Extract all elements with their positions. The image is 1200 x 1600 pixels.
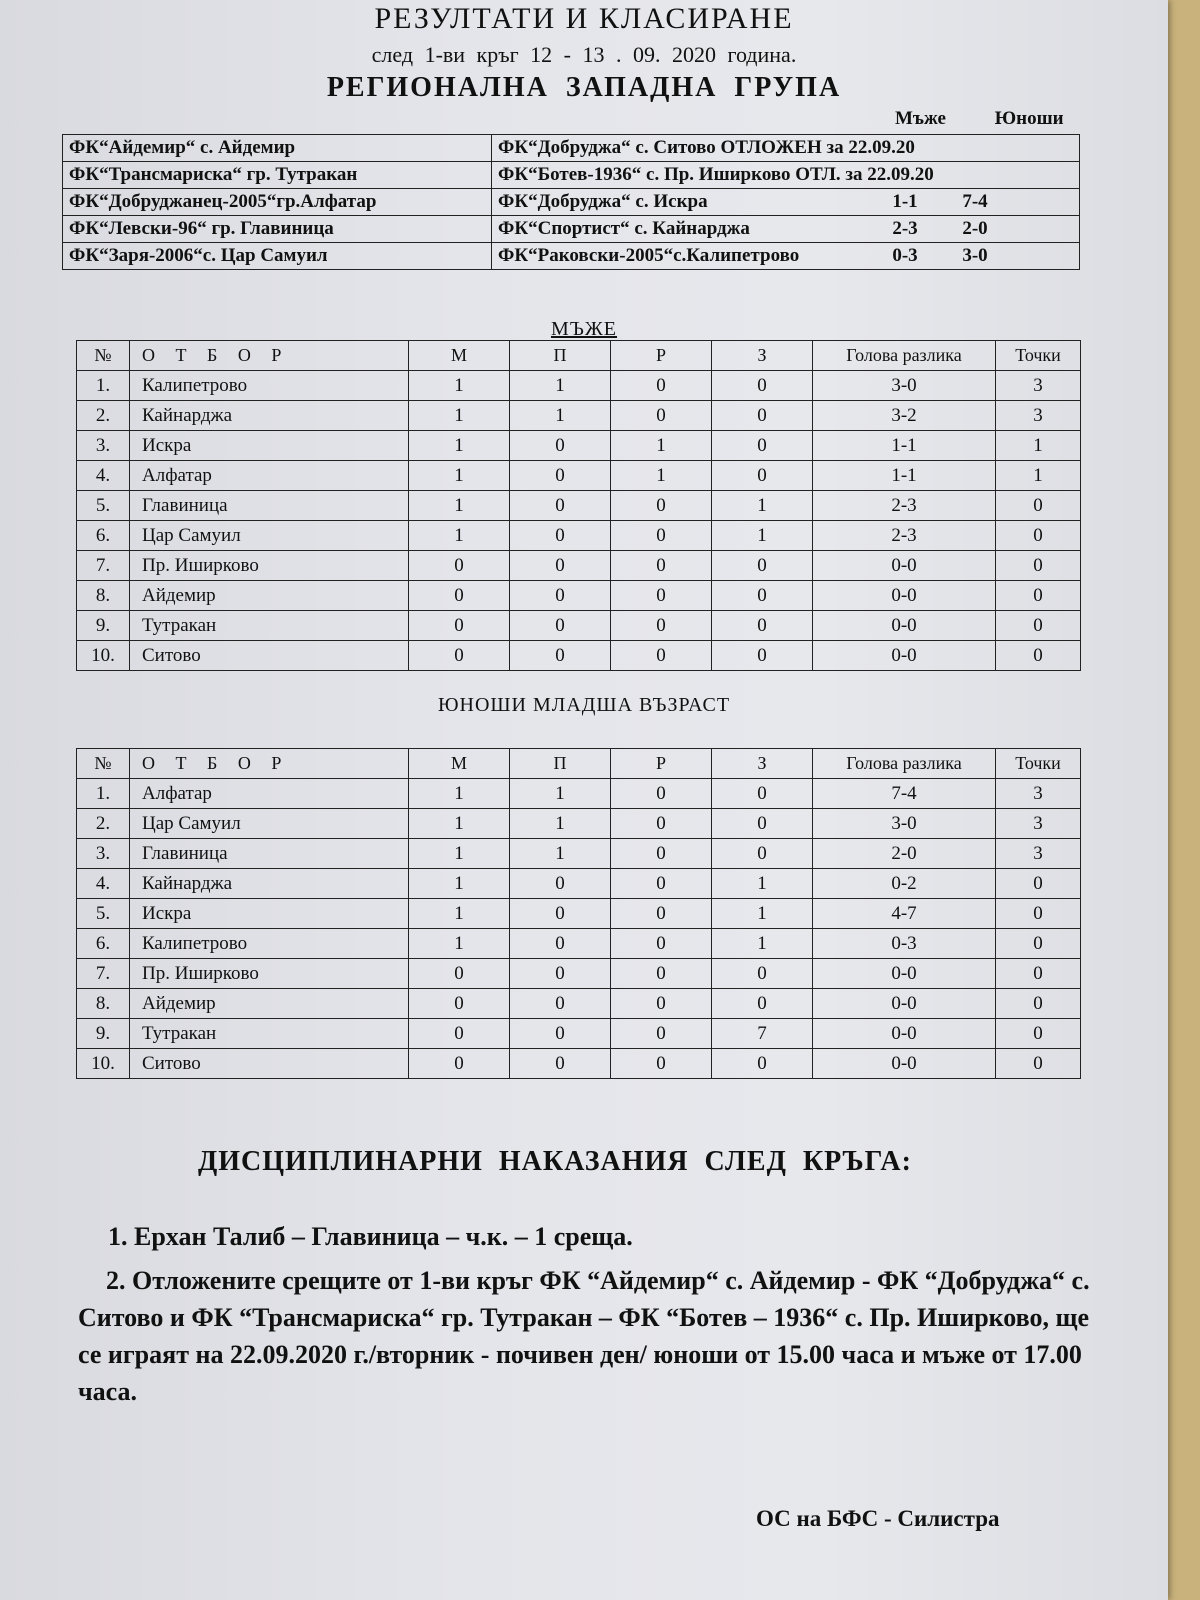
men-header-won: П <box>510 341 611 371</box>
cell-drawn: 0 <box>611 581 712 611</box>
youth-header-won: П <box>510 749 611 779</box>
men-header-team: О Т Б О Р <box>130 341 409 371</box>
cell-played: 1 <box>409 929 510 959</box>
cell-team: Калипетрово <box>130 929 409 959</box>
table-row <box>77 989 1081 1019</box>
cell-won: 0 <box>510 929 611 959</box>
table-row <box>77 899 1081 929</box>
cell-rank: 1. <box>77 779 130 809</box>
fixture-home-team: ФК“Заря-2006“с. Цар Самуил <box>63 243 492 270</box>
cell-played: 1 <box>409 839 510 869</box>
cell-goal-diff: 1-1 <box>813 461 996 491</box>
cell-rank: 10. <box>77 641 130 671</box>
youth-header-rank: № <box>77 749 130 779</box>
cell-team: Главиница <box>130 839 409 869</box>
cell-rank: 4. <box>77 869 130 899</box>
fixture-row <box>63 243 1080 270</box>
cell-points: 1 <box>996 461 1081 491</box>
cell-lost: 0 <box>712 839 813 869</box>
cell-rank: 7. <box>77 959 130 989</box>
cell-goal-diff: 3-0 <box>813 371 996 401</box>
men-header-row <box>77 341 1081 371</box>
cell-points: 3 <box>996 779 1081 809</box>
cell-rank: 8. <box>77 581 130 611</box>
cell-drawn: 0 <box>611 521 712 551</box>
fixture-men-result: 0-3 <box>892 245 918 266</box>
cell-team: Искра <box>130 431 409 461</box>
cell-lost: 0 <box>712 989 813 1019</box>
fixture-men-result: 1-1 <box>892 191 918 212</box>
cell-drawn: 0 <box>611 809 712 839</box>
cell-points: 0 <box>996 1049 1081 1079</box>
cell-won: 0 <box>510 491 611 521</box>
cell-goal-diff: 0-0 <box>813 551 996 581</box>
cell-points: 0 <box>996 899 1081 929</box>
fixture-home-team: ФК“Левски-96“ гр. Главиница <box>63 216 492 243</box>
cell-won: 0 <box>510 611 611 641</box>
table-row <box>77 839 1081 869</box>
cell-points: 0 <box>996 989 1081 1019</box>
cell-lost: 0 <box>712 959 813 989</box>
fixture-home-team: ФК“Айдемир“ с. Айдемир <box>63 135 492 162</box>
cell-team: Пр. Иширково <box>130 959 409 989</box>
cell-won: 0 <box>510 1049 611 1079</box>
cell-team: Главиница <box>130 491 409 521</box>
cell-drawn: 0 <box>611 929 712 959</box>
table-row <box>77 959 1081 989</box>
men-header-lost: З <box>712 341 813 371</box>
cell-lost: 1 <box>712 929 813 959</box>
youth-header-row <box>77 749 1081 779</box>
youth-standings-table <box>76 748 1081 1079</box>
cell-played: 1 <box>409 809 510 839</box>
fixture-row <box>63 216 1080 243</box>
cell-drawn: 0 <box>611 989 712 1019</box>
cell-drawn: 0 <box>611 1049 712 1079</box>
cell-rank: 9. <box>77 611 130 641</box>
cell-points: 0 <box>996 1019 1081 1049</box>
fixture-away-cell <box>492 189 1080 216</box>
table-row <box>77 809 1081 839</box>
result-column-headers <box>895 108 1064 130</box>
cell-won: 0 <box>510 551 611 581</box>
cell-rank: 10. <box>77 1049 130 1079</box>
cell-lost: 0 <box>712 581 813 611</box>
youth-header-goal-diff: Голова разлика <box>813 749 996 779</box>
cell-drawn: 0 <box>611 551 712 581</box>
cell-lost: 1 <box>712 491 813 521</box>
cell-team: Алфатар <box>130 779 409 809</box>
cell-team: Ситово <box>130 1049 409 1079</box>
cell-lost: 1 <box>712 869 813 899</box>
fixture-away-cell <box>492 135 1080 162</box>
cell-drawn: 0 <box>611 899 712 929</box>
cell-rank: 1. <box>77 371 130 401</box>
fixture-row <box>63 189 1080 216</box>
cell-won: 1 <box>510 371 611 401</box>
fixture-row <box>63 135 1080 162</box>
cell-goal-diff: 0-0 <box>813 581 996 611</box>
cell-goal-diff: 0-0 <box>813 1019 996 1049</box>
cell-drawn: 0 <box>611 839 712 869</box>
cell-drawn: 0 <box>611 491 712 521</box>
fixture-away-cell <box>492 216 1080 243</box>
fixture-row <box>63 162 1080 189</box>
cell-team: Искра <box>130 899 409 929</box>
youth-header-played: М <box>409 749 510 779</box>
cell-played: 1 <box>409 491 510 521</box>
cell-played: 0 <box>409 581 510 611</box>
fixture-away-team: ФК“Добруджа“ с. Искра <box>498 191 708 212</box>
cell-points: 1 <box>996 431 1081 461</box>
cell-team: Цар Самуил <box>130 521 409 551</box>
cell-points: 3 <box>996 401 1081 431</box>
fixture-away-cell <box>492 243 1080 270</box>
cell-goal-diff: 0-0 <box>813 959 996 989</box>
cell-lost: 0 <box>712 809 813 839</box>
cell-drawn: 0 <box>611 869 712 899</box>
table-row <box>77 461 1081 491</box>
cell-rank: 6. <box>77 929 130 959</box>
cell-goal-diff: 0-2 <box>813 869 996 899</box>
youth-header-drawn: Р <box>611 749 712 779</box>
cell-played: 0 <box>409 641 510 671</box>
cell-team: Айдемир <box>130 581 409 611</box>
cell-lost: 0 <box>712 431 813 461</box>
cell-played: 0 <box>409 1019 510 1049</box>
cell-lost: 0 <box>712 611 813 641</box>
cell-won: 1 <box>510 779 611 809</box>
cell-team: Кайнарджа <box>130 869 409 899</box>
cell-played: 1 <box>409 461 510 491</box>
signature: ОС на БФС - Силистра <box>756 1506 1000 1531</box>
men-header-points: Точки <box>996 341 1081 371</box>
cell-played: 1 <box>409 371 510 401</box>
cell-points: 0 <box>996 959 1081 989</box>
table-row <box>77 371 1081 401</box>
group-title: РЕГИОНАЛНА ЗАПАДНА ГРУПА <box>326 72 842 103</box>
fixture-youth-result: 2-0 <box>962 218 988 239</box>
fixture-home-team: ФК“Трансмариска“ гр. Тутракан <box>63 162 492 189</box>
cell-team: Тутракан <box>130 611 409 641</box>
fixture-away-team: ФК“Ботев-1936“ с. Пр. Иширково ОТЛ. за 22.09.20 <box>498 164 934 185</box>
cell-lost: 0 <box>712 641 813 671</box>
cell-rank: 7. <box>77 551 130 581</box>
cell-rank: 3. <box>77 839 130 869</box>
cell-lost: 0 <box>712 371 813 401</box>
cell-goal-diff: 3-0 <box>813 809 996 839</box>
cell-points: 0 <box>996 551 1081 581</box>
table-row <box>77 611 1081 641</box>
cell-rank: 2. <box>77 809 130 839</box>
cell-won: 0 <box>510 641 611 671</box>
cell-goal-diff: 0-0 <box>813 1049 996 1079</box>
table-row <box>77 431 1081 461</box>
document-subtitle: след 1-ви кръг 12 - 13 . 09. 2020 година. <box>371 42 797 67</box>
cell-rank: 6. <box>77 521 130 551</box>
cell-won: 0 <box>510 581 611 611</box>
cell-points: 0 <box>996 641 1081 671</box>
table-row <box>77 641 1081 671</box>
cell-played: 1 <box>409 899 510 929</box>
cell-played: 1 <box>409 779 510 809</box>
cell-played: 0 <box>409 611 510 641</box>
cell-played: 0 <box>409 551 510 581</box>
cell-won: 1 <box>510 839 611 869</box>
cell-won: 0 <box>510 521 611 551</box>
cell-points: 0 <box>996 611 1081 641</box>
cell-lost: 0 <box>712 779 813 809</box>
cell-points: 3 <box>996 371 1081 401</box>
cell-goal-diff: 7-4 <box>813 779 996 809</box>
cell-won: 1 <box>510 401 611 431</box>
cell-played: 0 <box>409 959 510 989</box>
youth-column-header: Юноши <box>994 108 1064 129</box>
cell-won: 0 <box>510 899 611 929</box>
cell-team: Калипетрово <box>130 371 409 401</box>
cell-goal-diff: 2-3 <box>813 521 996 551</box>
cell-lost: 1 <box>712 521 813 551</box>
cell-goal-diff: 0-0 <box>813 989 996 1019</box>
table-row <box>77 869 1081 899</box>
cell-team: Цар Самуил <box>130 809 409 839</box>
cell-won: 0 <box>510 461 611 491</box>
cell-drawn: 1 <box>611 431 712 461</box>
table-row <box>77 491 1081 521</box>
table-row <box>77 1049 1081 1079</box>
fixture-away-team: ФК“Раковски-2005“с.Калипетрово <box>498 245 800 266</box>
fixture-men-result: 2-3 <box>892 218 918 239</box>
cell-goal-diff: 1-1 <box>813 431 996 461</box>
document-title: РЕЗУЛТАТИ И КЛАСИРАНЕ <box>374 2 794 35</box>
cell-lost: 0 <box>712 551 813 581</box>
cell-team: Алфатар <box>130 461 409 491</box>
men-header-rank: № <box>77 341 130 371</box>
cell-played: 1 <box>409 401 510 431</box>
cell-drawn: 0 <box>611 641 712 671</box>
men-standings-table <box>76 340 1081 671</box>
cell-rank: 9. <box>77 1019 130 1049</box>
cell-drawn: 0 <box>611 779 712 809</box>
fixture-home-team: ФК“Добруджанец-2005“гр.Алфатар <box>63 189 492 216</box>
cell-won: 0 <box>510 959 611 989</box>
men-header-goal-diff: Голова разлика <box>813 341 996 371</box>
men-header-drawn: Р <box>611 341 712 371</box>
cell-team: Айдемир <box>130 989 409 1019</box>
table-row <box>77 779 1081 809</box>
cell-goal-diff: 2-0 <box>813 839 996 869</box>
cell-rank: 2. <box>77 401 130 431</box>
cell-played: 0 <box>409 1049 510 1079</box>
cell-won: 0 <box>510 989 611 1019</box>
cell-drawn: 0 <box>611 611 712 641</box>
youth-header-points: Точки <box>996 749 1081 779</box>
cell-goal-diff: 0-3 <box>813 929 996 959</box>
cell-team: Ситово <box>130 641 409 671</box>
fixture-away-team: ФК“Добруджа“ с. Ситово ОТЛОЖЕН за 22.09.20 <box>498 137 915 158</box>
cell-rank: 5. <box>77 899 130 929</box>
cell-goal-diff: 3-2 <box>813 401 996 431</box>
cell-played: 0 <box>409 989 510 1019</box>
cell-points: 3 <box>996 809 1081 839</box>
table-row <box>77 929 1081 959</box>
cell-won: 1 <box>510 809 611 839</box>
youth-header-lost: З <box>712 749 813 779</box>
cell-team: Тутракан <box>130 1019 409 1049</box>
table-row <box>77 521 1081 551</box>
cell-goal-diff: 2-3 <box>813 491 996 521</box>
cell-drawn: 0 <box>611 1019 712 1049</box>
cell-rank: 8. <box>77 989 130 1019</box>
disciplinary-item-1: 1. Ерхан Талиб – Главиница – ч.к. – 1 среща. <box>108 1222 633 1251</box>
cell-drawn: 0 <box>611 401 712 431</box>
disciplinary-title: ДИСЦИПЛИНАРНИ НАКАЗАНИЯ СЛЕД КРЪГА: <box>198 1146 912 1177</box>
fixtures-table <box>62 134 1080 270</box>
cell-team: Пр. Иширково <box>130 551 409 581</box>
cell-played: 1 <box>409 431 510 461</box>
cell-lost: 0 <box>712 461 813 491</box>
cell-points: 0 <box>996 581 1081 611</box>
fixture-youth-result: 7-4 <box>962 191 988 212</box>
table-row <box>77 551 1081 581</box>
cell-won: 0 <box>510 869 611 899</box>
cell-points: 0 <box>996 521 1081 551</box>
cell-team: Кайнарджа <box>130 401 409 431</box>
cell-played: 1 <box>409 521 510 551</box>
cell-lost: 0 <box>712 401 813 431</box>
men-header-played: М <box>409 341 510 371</box>
cell-won: 0 <box>510 1019 611 1049</box>
cell-goal-diff: 0-0 <box>813 611 996 641</box>
men-standings-title: МЪЖЕ <box>550 318 618 340</box>
cell-goal-diff: 4-7 <box>813 899 996 929</box>
fixture-away-team: ФК“Спортист“ с. Кайнарджа <box>498 218 750 239</box>
cell-lost: 1 <box>712 899 813 929</box>
cell-rank: 5. <box>77 491 130 521</box>
fixture-away-cell <box>492 162 1080 189</box>
cell-lost: 7 <box>712 1019 813 1049</box>
cell-drawn: 1 <box>611 461 712 491</box>
fixture-youth-result: 3-0 <box>962 245 988 266</box>
table-row <box>77 401 1081 431</box>
cell-rank: 3. <box>77 431 130 461</box>
youth-header-team: О Т Б О Р <box>130 749 409 779</box>
cell-points: 0 <box>996 869 1081 899</box>
cell-points: 0 <box>996 491 1081 521</box>
cell-drawn: 0 <box>611 959 712 989</box>
cell-drawn: 0 <box>611 371 712 401</box>
men-column-header: Мъже <box>895 108 946 129</box>
table-row <box>77 581 1081 611</box>
table-row <box>77 1019 1081 1049</box>
cell-played: 1 <box>409 869 510 899</box>
youth-standings-title: ЮНОШИ МЛАДША ВЪЗРАСТ <box>437 694 731 716</box>
cell-rank: 4. <box>77 461 130 491</box>
cell-points: 3 <box>996 839 1081 869</box>
disciplinary-item-2: 2. Отложените срещите от 1-ви кръг ФК “Айдемир“ с. Айдемир - ФК “Добруджа“ с. Ситово и ФК “Трансмариска“ гр. Тутракан – ФК “Ботев – 1936“ с. Пр. Иширково, ще се играят на 22.09.2020 г./вторник - почивен ден/ юноши от 15.00 часа и мъже от 17.00 часа. <box>78 1266 1090 1406</box>
cell-goal-diff: 0-0 <box>813 641 996 671</box>
cell-points: 0 <box>996 929 1081 959</box>
cell-won: 0 <box>510 431 611 461</box>
cell-lost: 0 <box>712 1049 813 1079</box>
